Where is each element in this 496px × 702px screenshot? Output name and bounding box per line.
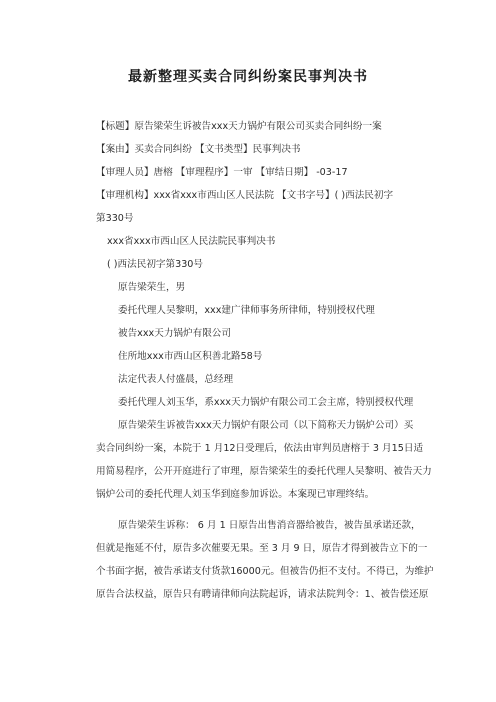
party-plaintiff: 原告梁荣生，男: [118, 282, 186, 293]
court-header: xxx省xxx市西山区人民法院民事判决书: [107, 236, 276, 247]
paragraph-2-line-2: 但就是拖延不付，原告多次催要无果。至 3 月 9 日，原告才得到被告立下的一: [96, 543, 428, 554]
party-legal-representative: 法定代表人付盛晨，总经理: [118, 374, 234, 385]
meta-line-court: 【审理机构】xxx省xxx市西山区人民法院 【文书字号】( )西法民初字: [96, 190, 394, 201]
meta-line-cause: 【案由】买卖合同纠纷 【文书类型】民事判决书: [96, 144, 301, 155]
paragraph-1-line-4: 锅炉公司的委托代理人刘玉华到庭参加诉讼。本案现已审理终结。: [96, 489, 375, 500]
paragraph-2-line-1: 原告梁荣生诉称： 6 月 1 日原告出售消音器给被告，被告虽承诺还款，: [118, 520, 421, 531]
party-plaintiff-agent: 委托代理人吴黎明，xxx建广律师事务所律师，特别授权代理: [118, 305, 375, 316]
document-title: 最新整理买卖合同纠纷案民事判决书: [128, 69, 368, 85]
paragraph-2-line-4: 原告合法权益，原告只有聘请律师向法院起诉，请求法院判令：1、被告偿还原: [96, 589, 429, 600]
paragraph-2-line-3: 个书面字据，被告承诺支付货款16000元。但被告仍拒不支付。不得已，为维护: [96, 566, 434, 577]
party-defendant: 被告xxx天力锅炉有限公司: [118, 328, 231, 339]
meta-line-title: 【标题】原告梁荣生诉被告xxx天力锅炉有限公司买卖合同纠纷一案: [96, 121, 382, 132]
meta-line-number-cont: 第330号: [96, 213, 134, 224]
party-defendant-agent: 委托代理人刘玉华，系xxx天力锅炉有限公司工会主席，特别授权代理: [118, 397, 414, 408]
case-number: ( )西法民初字第330号: [107, 259, 204, 270]
paragraph-1-line-1: 原告梁荣生诉被告xxx天力锅炉有限公司（以下简称天力锅炉公司）买: [118, 420, 414, 431]
party-defendant-address: 住所地xxx市西山区积善北路58号: [118, 351, 263, 362]
paragraph-1-line-2: 卖合同纠纷一案，本院于 1 月12日受理后，依法由审判员唐榕于 3 月15日适: [96, 443, 424, 454]
paragraph-1-line-3: 用简易程序，公开开庭进行了审理，原告梁荣生的委托代理人吴黎明、被告天力: [96, 466, 432, 477]
meta-line-judges: 【审理人员】唐榕 【审理程序】一审 【审结日期】 -03-17: [96, 167, 348, 178]
